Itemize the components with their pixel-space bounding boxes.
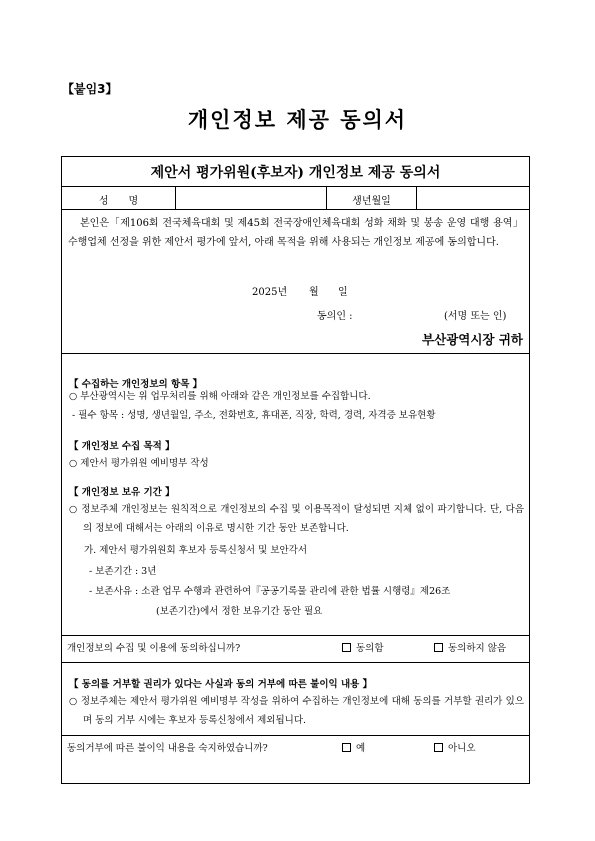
refusal-heading: 【 동의를 거부할 권리가 있다는 사실과 동의 거부에 따른 불이익 내용 】: [69, 679, 373, 690]
retention-period: - 보존기간 : 3년: [89, 566, 157, 577]
divider: [62, 662, 529, 663]
consent-statement: 본인은「제106회 전국체육대회 및 제45회 전국장애인체육대회 성화 채화 및 봉송 운영 대행 용역」수행업체 선정을 위한 제안서 평가에 앞서, 아래 목적을 위해 사용되는 개인정보 제공에 동의합니다.: [68, 218, 523, 248]
form-title: 제안서 평가위원(후보자) 개인정보 제공 동의서: [150, 165, 441, 181]
items-line: ○ 부산광역시는 위 업무처리를 위해 아래와 같은 개인정보를 수집합니다.: [69, 391, 371, 402]
name-label: 성 명: [98, 196, 139, 207]
retention-subitem: 가. 제안서 평가위원회 후보자 등록신청서 및 보안각서: [84, 545, 308, 556]
disagree-option[interactable]: [434, 640, 506, 658]
date-day: 일: [338, 287, 348, 298]
items-heading: 【 수집하는 개인정보의 항목 】: [69, 379, 203, 390]
consent-question: 개인정보의 수집 및 이용에 동의하십니까?: [67, 643, 241, 654]
disagree-checkbox[interactable]: [434, 643, 443, 652]
page-title: 개인정보 제공 동의서: [187, 107, 408, 132]
agree-option[interactable]: [342, 640, 384, 658]
purpose-heading: 【 개인정보 수집 목적 】: [69, 441, 175, 452]
divider: [62, 635, 529, 636]
no-label: 아니오: [448, 743, 476, 754]
agree-label: 동의함: [356, 643, 384, 654]
date-month: 월: [309, 287, 319, 298]
name-field[interactable]: [176, 187, 326, 209]
refusal-text: ○ 정보주체는 제안서 평가위원 예비명부 작성을 위하여 수집하는 개인정보에 대해 동의를 거부할 권리가 있으며 동의 거부 시에는 후보자 등록신청에서 제외됩니다.: [69, 696, 524, 726]
no-option[interactable]: [434, 740, 476, 758]
retention-reason-cont: (보존기간)에서 정한 보유기간 동안 필요: [156, 606, 323, 617]
ack-question: 동의거부에 따른 불이익 내용을 숙지하였습니까?: [67, 743, 268, 754]
retention-reason: - 보존사유 : 소관 업무 수행과 관련하여『공공기록물 관리에 관한 법률 시행령』제26조: [89, 586, 451, 597]
items-required: - 필수 항목 : 성명, 생년월일, 주소, 전화번호, 휴대폰, 직장, 학력, 경력, 자격증 보유현황: [72, 410, 436, 421]
birth-field[interactable]: [417, 187, 529, 209]
disagree-label: 동의하지 않음: [448, 643, 507, 654]
signer-label: 동의인 :: [317, 311, 353, 322]
yes-option[interactable]: [342, 740, 365, 758]
divider: [62, 209, 529, 210]
retention-heading: 【 개인정보 보유 기간 】: [69, 487, 175, 498]
purpose-line: ○ 제안서 평가위원 예비명부 작성: [69, 458, 209, 469]
consent-form: [61, 156, 530, 784]
divider: [62, 353, 529, 354]
agree-checkbox[interactable]: [342, 643, 351, 652]
date-year: 2025년: [252, 287, 288, 298]
retention-text: ○ 정보주체 개인정보는 원칙적으로 개인정보의 수집 및 이용목적이 달성되면 지체 없이 파기합니다. 단, 다음의 정보에 대해서는 아래의 이유로 명시한 기간 동안 보존합니다.: [69, 504, 524, 534]
divider: [62, 735, 529, 736]
signature-hint: (서명 또는 인): [444, 311, 507, 322]
yes-label: 예: [356, 743, 366, 754]
yes-checkbox[interactable]: [342, 743, 351, 752]
recipient: 부산광역시장 귀하: [422, 332, 523, 347]
no-checkbox[interactable]: [434, 743, 443, 752]
annex-label: 【붙임3】: [62, 82, 118, 96]
birth-label: 생년월일: [352, 196, 391, 207]
